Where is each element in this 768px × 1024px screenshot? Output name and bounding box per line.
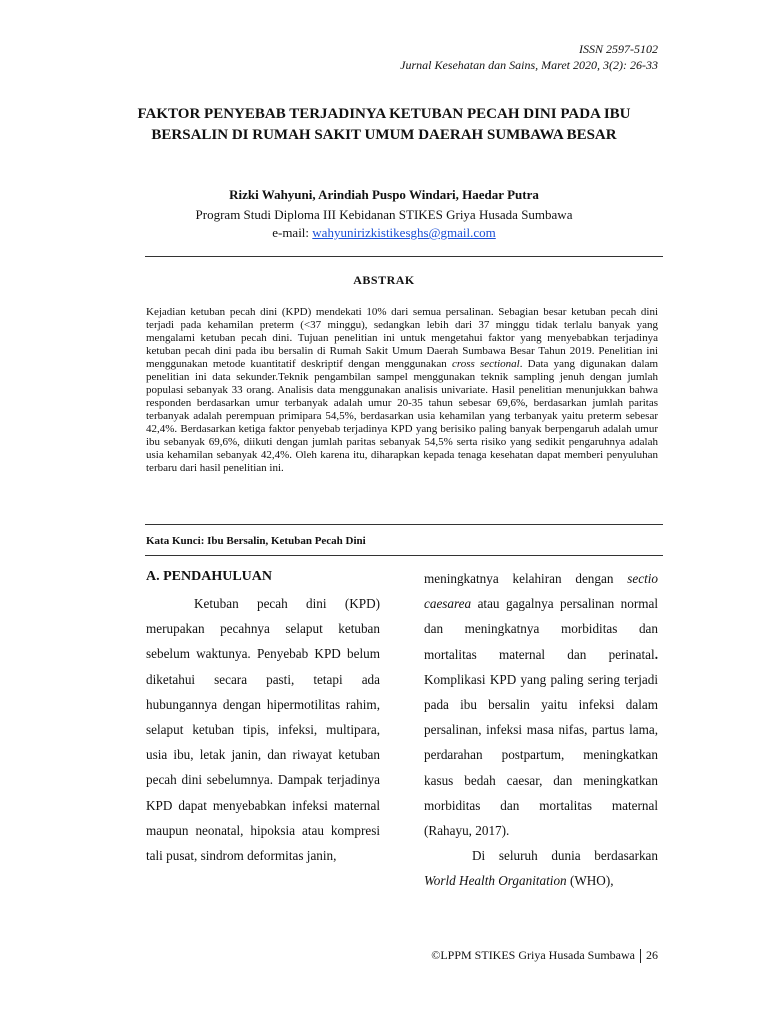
abstract-italic-term: cross sectional [451,358,520,370]
p1-italic: sectio caesarea [424,571,658,612]
divider-mid [145,524,663,525]
issn: ISSN 2597-5102 [579,42,658,56]
left-column [146,566,380,868]
journal-citation: Jurnal Kesehatan dan Sains, Maret 2020, 3(2): 26-33 [400,58,658,72]
email-label: e-mail: [272,225,313,240]
right-paragraph-1 [424,566,658,843]
right-column [424,566,658,894]
p1-end: Komplikasi KPD yang paling sering terjadi pada ibu bersalin yaitu infeksi dalam persalinan, infeksi masa nifas, partus lama, perdarahan postpartum, meningkatkan kasus bedah caesar, dan meningkatkan morbiditas dan mortalitas maternal (Rahayu, 2017). [424,671,658,839]
email-link[interactable]: wahyunirizkistikesghs@gmail.com [312,225,496,240]
keywords: Kata Kunci: Ibu Bersalin, Ketuban Pecah Dini [146,535,366,547]
footer-separator [640,949,641,963]
p1-bold: . [654,646,658,662]
divider-bottom [145,555,663,556]
p2-italic: World Health Organitation [424,873,567,889]
abstract-text-part2: . Data yang digunakan dalam penelitian ini data sekunder.Teknik pengambilan sampel menggunakan teknik sampling jenuh dengan jumlah populasi sebanyak 33 orang. Analisis data menggunakan analisis univariate. Hasil penelitian menunjukkan bahwa responden berdasarkan umur terbanyak adalah umur 20-35 tahun sebesar 69,6%, berdasarkan jumlah paritas terbanyak adalah perempuan primipara 54,5%, berdasarkan usia kehamilan yang terbanyak yaitu preterm sebesar 42,4%. Berdasarkan ketiga faktor penyebab terjadinya KPD yang berisiko paling banyak berpengaruh adalah umur ibu sebanyak 69,6%, diikuti dengan jumlah paritas sebanyak 54,5% serta risiko yang sedikit pengaruhnya adalah usia kehamilan sebanyak 42,4%. Oleh karena itu, diharapkan kepada tenaga kesehatan dapat memberi penyuluhan terbaru dari hasil penelitian ini. [146,358,659,474]
divider-top [145,256,663,257]
p1-start: meningkatnya kelahiran dengan [424,571,628,586]
right-paragraph-2 [424,843,658,893]
p2-start: Di seluruh dunia berdasarkan [472,848,658,864]
abstract-text [146,306,658,475]
abstract-heading: ABSTRAK [353,273,415,287]
paper-title: FAKTOR PENYEBAB TERJADINYA KETUBAN PECAH DINI PADA IBU BERSALIN DI RUMAH SAKIT UMUM DAERAH SUMBAWA BESAR [137,106,631,143]
p2-end: (WHO), [566,873,614,889]
email-line [120,224,648,242]
page-number: 26 [646,948,658,962]
section-heading: A. PENDAHULUAN [146,569,272,584]
footer-publisher: ©LPPM STIKES Griya Husada Sumbawa [431,948,635,962]
abstract-text-part1: Kejadian ketuban pecah dini (KPD) mendekati 10% dari semua persalinan. Sebagian besar ketuban pecah dini terjadi pada kehamilan preterm (<37 minggu), sedangkan lebih dari 37 minggu tidak terlalu banyak yang mengalami ketuban pecah dini. Tujuan penelitian ini untuk mengetahui faktor yang menyebabkan terjadinya ketuban pecah dini pada ibu bersalin di Rumah Sakit Umum Daerah Sumbawa Besar Tahun 2019. Penelitian ini menggunakan metode kuantitatif deskriptif dengan menggunakan [146,306,658,370]
journal-header [400,41,658,73]
page-footer [431,948,658,963]
intro-paragraph: Ketuban pecah dini (KPD) merupakan pecahnya selaput ketuban sebelum waktunya. Penyebab KPD belum diketahui secara pasti, tetapi ada hubungannya dengan hipermotilitas rahim, selaput ketuban tipis, infeksi, multipara, usia ibu, letak janin, dan riwayat ketuban pecah dini sebelumnya. Dampak terjadinya KPD dapat menyebabkan infeksi maternal maupun neonatal, hipoksia atau kompresi tali pusat, sindrom deformitas janin, [146,596,380,864]
affiliation: Program Studi Diploma III Kebidanan STIKES Griya Husada Sumbawa [195,207,573,222]
p1-mid: atau gagalnya persalinan normal dan meningkatnya morbiditas dan mortalitas maternal dan perinatal [424,596,658,662]
authors: Rizki Wahyuni, Arindiah Puspo Windari, Haedar Putra [229,187,539,202]
